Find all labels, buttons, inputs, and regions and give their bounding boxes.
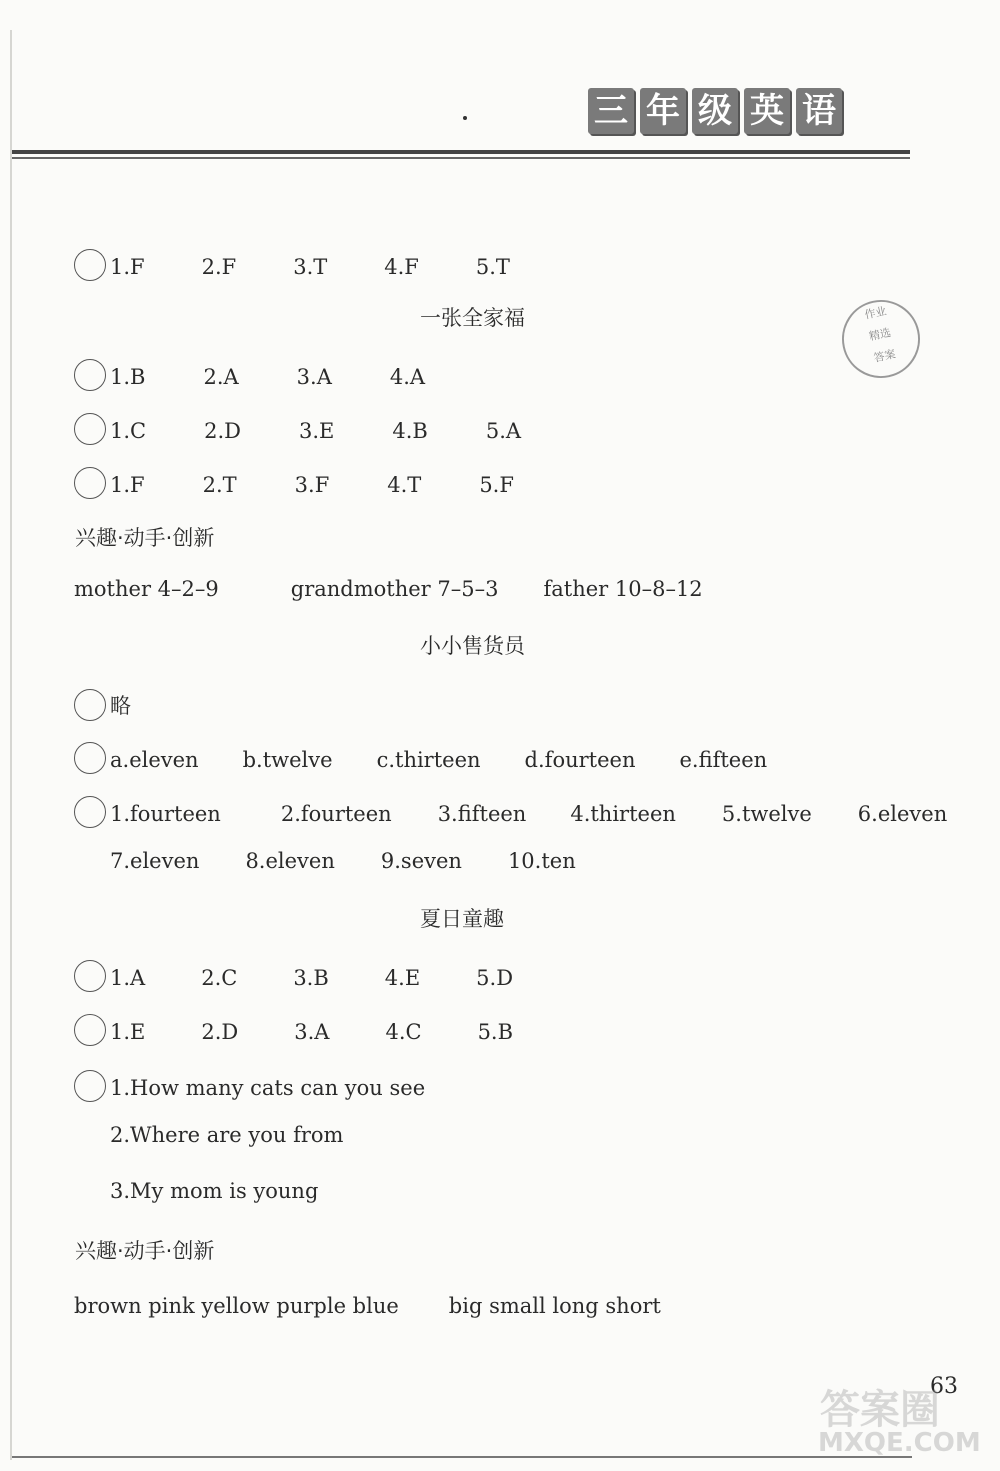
answer-item: a.eleven [110,747,199,772]
answer-row [74,577,703,601]
question-number-circle [74,689,106,721]
question-number-circle [74,359,106,391]
answer-item: 1.B [110,364,146,389]
answer-item: 7.eleven [110,849,200,873]
answer-item: c.thirteen [376,747,481,772]
answer-item: 5.twelve [721,801,812,826]
answer-item: 2.C [201,965,238,990]
watermark-logo: 答案圈 [820,1387,940,1433]
answer-item: 4.T [387,472,422,497]
answer-item: 2.F [201,254,237,279]
answer-row [74,799,947,831]
answer-item: 2.D [201,1019,239,1044]
answer-item: mother 4–2–9 [74,577,219,601]
question-number-circle [74,413,106,445]
answer-item: 2.D [204,418,241,443]
answer-item: 1.F [110,472,145,497]
answer-item: 2.Where are you from [110,1123,344,1147]
answer-item: 6.eleven [857,801,948,826]
answer-row [74,1017,513,1049]
answer-item: b.twelve [242,747,333,772]
answer-row [110,1123,343,1147]
answer-item: 5.T [475,254,510,279]
question-number-circle [74,1014,106,1046]
subsection-title: 兴趣·动手·创新 [75,526,215,550]
title-char: 级 [692,88,738,134]
page-edge [10,30,12,1460]
title-char: 三 [588,88,634,134]
answer-item: big small long short [448,1294,661,1318]
page-header-title [588,88,842,134]
answer-row [74,1294,661,1318]
stamp-line: 答案 [872,347,897,365]
question-number-circle [74,742,106,774]
answer-item: 3.A [294,1019,330,1044]
answer-row [110,1179,318,1203]
answer-item: 5.D [476,965,514,990]
answer-row [74,470,514,502]
answer-row [74,690,131,724]
answer-item: 3.fifteen [437,801,527,826]
answer-item: 1.E [110,1019,146,1044]
answer-item: 8.eleven [245,849,335,873]
answer-item: 3.A [296,364,332,389]
answer-item: 5.B [477,1019,514,1044]
answer-item: 4.thirteen [570,801,676,826]
answer-item: 4.C [385,1019,422,1044]
answer-item: 2.fourteen [280,801,392,826]
answer-item: 2.T [202,472,237,497]
page-number: 63 [930,1374,958,1399]
answer-item: 1.C [110,418,147,443]
footer-rule [12,1456,912,1458]
section-title: 夏日童趣 [420,907,504,931]
answer-item: 5.A [485,418,522,443]
title-char: 年 [640,88,686,134]
answer-row [74,1073,425,1105]
answer-row [74,362,425,394]
answer-item: 1.F [110,254,145,279]
answer-item: 2.A [203,364,239,389]
answer-item: 略 [110,694,131,718]
question-number-circle [74,467,106,499]
title-char: 英 [744,88,790,134]
stamp-seal [835,293,928,386]
question-number-circle [74,960,106,992]
answer-row [74,416,521,448]
answer-row [74,745,767,777]
header-rule [12,150,910,154]
answer-item: 3.T [293,254,328,279]
section-title: 小小售货员 [420,634,525,658]
answer-item: 4.B [392,418,428,443]
answer-item: 9.seven [380,849,462,873]
answer-item: 1.How many cats can you see [110,1075,426,1100]
watermark-url: MXQE.COM [818,1428,981,1458]
answer-item: 1.fourteen [110,801,221,826]
answer-item: 4.E [384,965,421,990]
answer-item: 3.My mom is young [110,1179,319,1203]
answer-item: 1.A [110,965,146,990]
header-rule [12,157,910,159]
answer-row [74,252,510,284]
stamp-line: 作业 [863,304,888,322]
answer-item: 5.F [479,472,514,497]
question-number-circle [74,249,106,281]
answer-row [110,849,576,873]
answer-item: grandmother 7–5–3 [290,577,499,601]
question-number-circle [74,1070,106,1102]
answer-item: 3.B [293,965,329,990]
stamp-line: 精选 [867,325,893,344]
answer-item: d.fourteen [524,747,636,772]
title-char: 语 [796,88,842,134]
answer-item: brown pink yellow purple blue [74,1294,399,1318]
answer-item: 4.F [384,254,419,279]
section-title: 一张全家福 [420,306,525,330]
answer-item: 3.F [294,472,330,497]
answer-item: 10.ten [507,849,576,873]
answer-item: father 10–8–12 [543,577,703,601]
question-number-circle [74,796,106,828]
answer-row [74,963,513,995]
answer-item: 3.E [298,418,335,443]
subsection-title: 兴趣·动手·创新 [75,1239,215,1263]
answer-item: 4.A [389,364,426,389]
header-dot [463,116,467,120]
answer-item: e.fifteen [679,747,768,772]
